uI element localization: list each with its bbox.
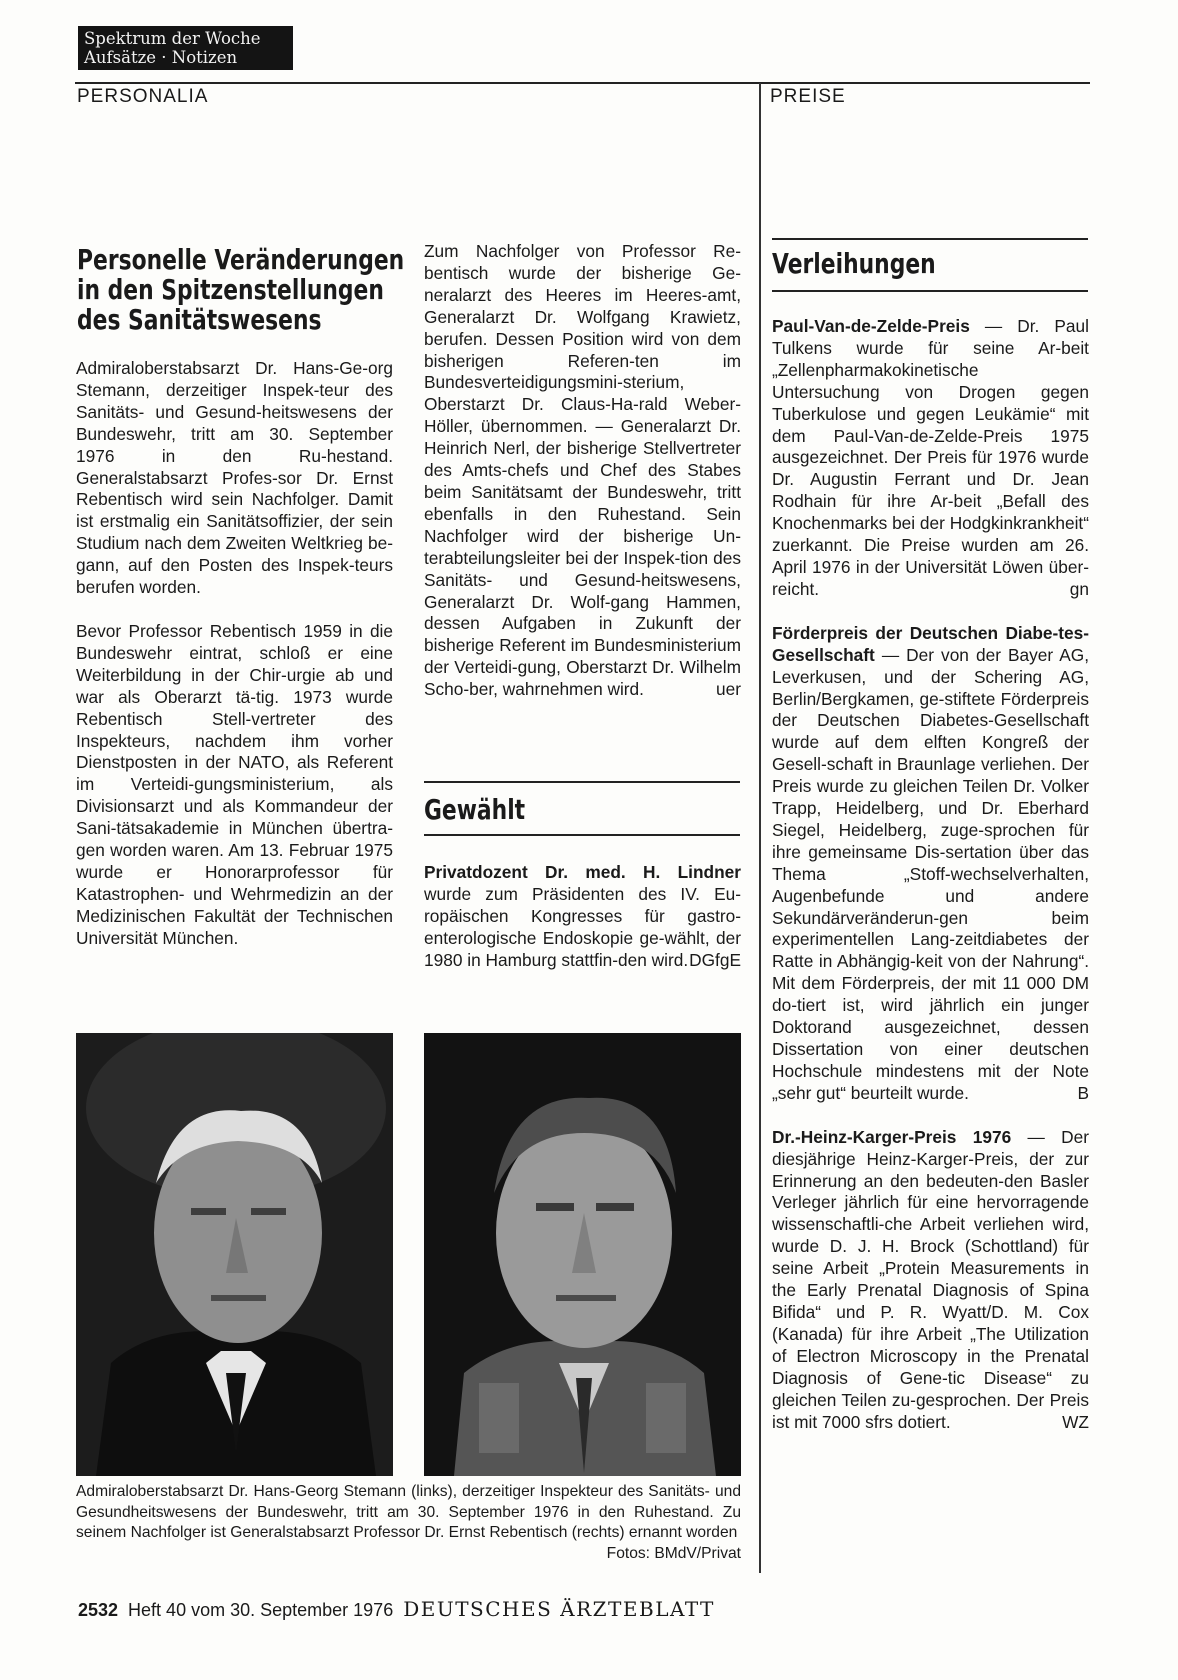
column-divider [759, 83, 761, 1573]
author-signature: B [1077, 1082, 1089, 1103]
paragraph: Bevor Professor Rebentisch 1959 in die Bundeswehr eintrat, schloß er eine Weiterbildung in der Chir-urgie ab und war als Oberarzt tä-tig. 1973 wurde Rebentisch Stell-vertreter des Inspekteurs, nachdem ihm vorher Dienstposten in der NATO, als Referent im Verteidi-gungsministerium, als Divisionsarzt und als Kommandeur der Sani-tätsakademie in München übertra-gen worden waren. Am 13. Februar 1975 wurde er Honorarprofessor für Katastrophen- und Wehrmedizin an der Medizinischen Fakultät der Technischen Universität München. [76, 620, 393, 948]
photo-caption [76, 1482, 741, 1564]
masthead-line-1: Spektrum der Woche [84, 29, 261, 48]
article-column-2 [424, 241, 741, 701]
prize-text: — Der von der Bayer AG, Leverkusen, und der Schering AG, Berlin/Bergkamen, ge-stiftete Förderpreis der Deutschen Diabetes-Gesellschaft wurde auf dem elften Kongreß der Gesell-schaft in Braunlage verliehen. Der Preis wurde zu gleichen Teilen Dr. Volker Trapp, Heidelberg, und Dr. Eberhard Siegel, Heidelberg, zuge-sprochen für ihre gemeinsame Dis-sertation über das Thema „Stoff-wechselverhalten, Augenbefunde und andere Sekundärveränderun-gen beim experimentellen Lang-zeitdiabetes der Ratte in Abhängig-keit von der Nahrung“. Mit dem Förderpreis, der mit 11 000 DM do-tiert ist, wird jährlich ein junger Doktorand ausgezeichnet, dessen Dissertation von einer deutschen Hochschule mindestens mit der Note „sehr gut“ beurteilt wurde. [772, 644, 1089, 1103]
verleihungen-headline: Verleihungen [772, 247, 936, 280]
section-rule [772, 290, 1088, 292]
section-rule [424, 834, 740, 836]
gewaehlt-body [424, 862, 741, 972]
paragraph [424, 862, 741, 972]
lead-name: Privatdozent Dr. med. H. Lindner [424, 862, 741, 882]
prize-text: — Dr. Paul Tulkens wurde für seine Ar-beit „Zellenpharmakokinetische Untersuchung von Drogen gegen Tuberkulose und gegen Leukämie“ mit dem Paul-Van-de-Zelde-Preis 1975 ausgezeichnet. Der Preis für 1976 wurde Dr. Augustin Ferrant und Dr. Jean Rodhain für ihre Ar-beit „Befall des Knochenmarks bei der Hodgkinkrankheit“ zuerkannt. Die Preise wurden am 26. April 1976 in der Universität Löwen über-reicht. [772, 316, 1089, 599]
paragraph [424, 241, 741, 701]
prize-item [772, 623, 1089, 1105]
page-footer [78, 1597, 715, 1621]
section-rule [424, 781, 740, 783]
photo-credit: Fotos: BMdV/Privat [606, 1544, 741, 1562]
paragraph: Admiraloberstabsarzt Dr. Hans-Ge-org Stemann, derzeitiger Inspek-teur des Sanitäts- und Gesund-heitswesens der Bundeswehr, tritt am 30. September 1976 in den Ru-hestand. Generalstabsarzt Profes-sor Dr. Ernst Rebentisch wird sein Nachfolger. Damit ist erstmalig ein Sanitätsoffizier, der sein Studium nach dem Zweiten Weltkrieg be-gann, auf den Posten des Inspek-teurs berufen worden. [76, 358, 393, 598]
portrait-photo-right [424, 1033, 741, 1476]
headline-line: des Sanitätswesens [77, 303, 322, 336]
masthead-badge [78, 26, 293, 70]
article-headline [77, 245, 404, 335]
paragraph-text: Zum Nachfolger von Professor Re-bentisch wurde der bisherige Ge-neralarzt des Heeres im Heeres-amt, Generalarzt Dr. Wolfgang Krawietz, berufen. Dessen Position wird von dem bisherigen Referen-ten im Bundesverteidigungsmini-sterium, Oberstarzt Dr. Claus-Ha-rald Weber-Höller, übernommen. — Generalarzt Dr. Heinrich Nerl, der bisherige Stellvertreter des Amts-chefs und Chef des Stabes beim Sanitätsamt der Bundeswehr, tritt ebenfalls in den Ruhestand. Sein Nachfolger wird der bisherige Un-terabteilungsleiter bei der Inspek-tion des Sanitäts- und Gesund-heitswesens, Generalarzt Dr. Wolf-gang Hammen, dessen Aufgaben in Zukunft der bisherige Referent im Bundesministerium der Verteidi-gung, Oberstarzt Dr. Wilhelm Scho-ber, wahrnehmen wird. [424, 241, 741, 700]
article-column-1 [76, 358, 393, 950]
headline-line: Personelle Veränderungen [77, 243, 405, 276]
section-label-personalia: PERSONALIA [77, 86, 209, 107]
author-signature: WZ [1062, 1411, 1089, 1432]
section-label-preise: PREISE [770, 86, 846, 107]
issue-info: Heft 40 vom 30. September 1976 [128, 1600, 394, 1620]
author-signature: DGfgE [689, 949, 741, 970]
prize-item [772, 316, 1089, 601]
journal-name: DEUTSCHES ÄRZTEBLATT [403, 1597, 715, 1621]
author-signature: gn [1069, 578, 1089, 599]
prize-text: — Der diesjährige Heinz-Karger-Preis, der zur Erinnerung an den bedeuten-den Basler Verleger jährlich für eine hervorragende wissenschaftli-che Arbeit verliehen wird, wurde D. J. H. Brock (Schottland) für seine Arbeit „Protein Measurements in the Early Prenatal Diagnosis of Spina Bifida“ und P. R. Wyatt/D. M. Cox (Kanada) für ihre Arbeit „The Utilization of Electron Microscopy in the Prenatal Diagnosis of Gene-tic Disease“ zu gleichen Teilen zu-gesprochen. Der Preis ist mit 7000 sfrs dotiert. [772, 1126, 1090, 1432]
prize-name: Dr.-Heinz-Karger-Preis 1976 [772, 1126, 1012, 1147]
portrait-photo-left [76, 1033, 393, 1476]
caption-text: Admiraloberstabsarzt Dr. Hans-Georg Stemann (links), derzeitiger Inspekteur des Sanitäts- und Gesundheitswesens der Bundeswehr, tritt am 30. September 1976 in den Ruhestand. Zu seinem Nachfolger ist Generalstabsarzt Professor Dr. Ernst Rebentisch (rechts) ernannt worden [76, 1483, 741, 1542]
prize-item [772, 1127, 1089, 1434]
page-number: 2532 [78, 1600, 119, 1620]
prize-name: Paul-Van-de-Zelde-Preis [772, 316, 970, 336]
section-rule [772, 238, 1088, 240]
prize-column [772, 316, 1089, 1433]
headline-line: in den Spitzenstellungen [77, 273, 384, 306]
masthead-line-2: Aufsätze · Notizen [84, 48, 238, 67]
paragraph-text: wurde zum Präsidenten des IV. Eu-ropäischen Kongresses für gastro-enterologische Endoskopie ge-wählt, der 1980 in Hamburg stattfin-den wird. [424, 883, 741, 970]
gewaehlt-headline: Gewählt [424, 793, 526, 826]
prize-name: Förderpreis der Deutschen Diabe-tes-Gesellschaft [772, 622, 1089, 665]
author-signature: uer [716, 679, 741, 700]
top-rule [75, 82, 1090, 84]
